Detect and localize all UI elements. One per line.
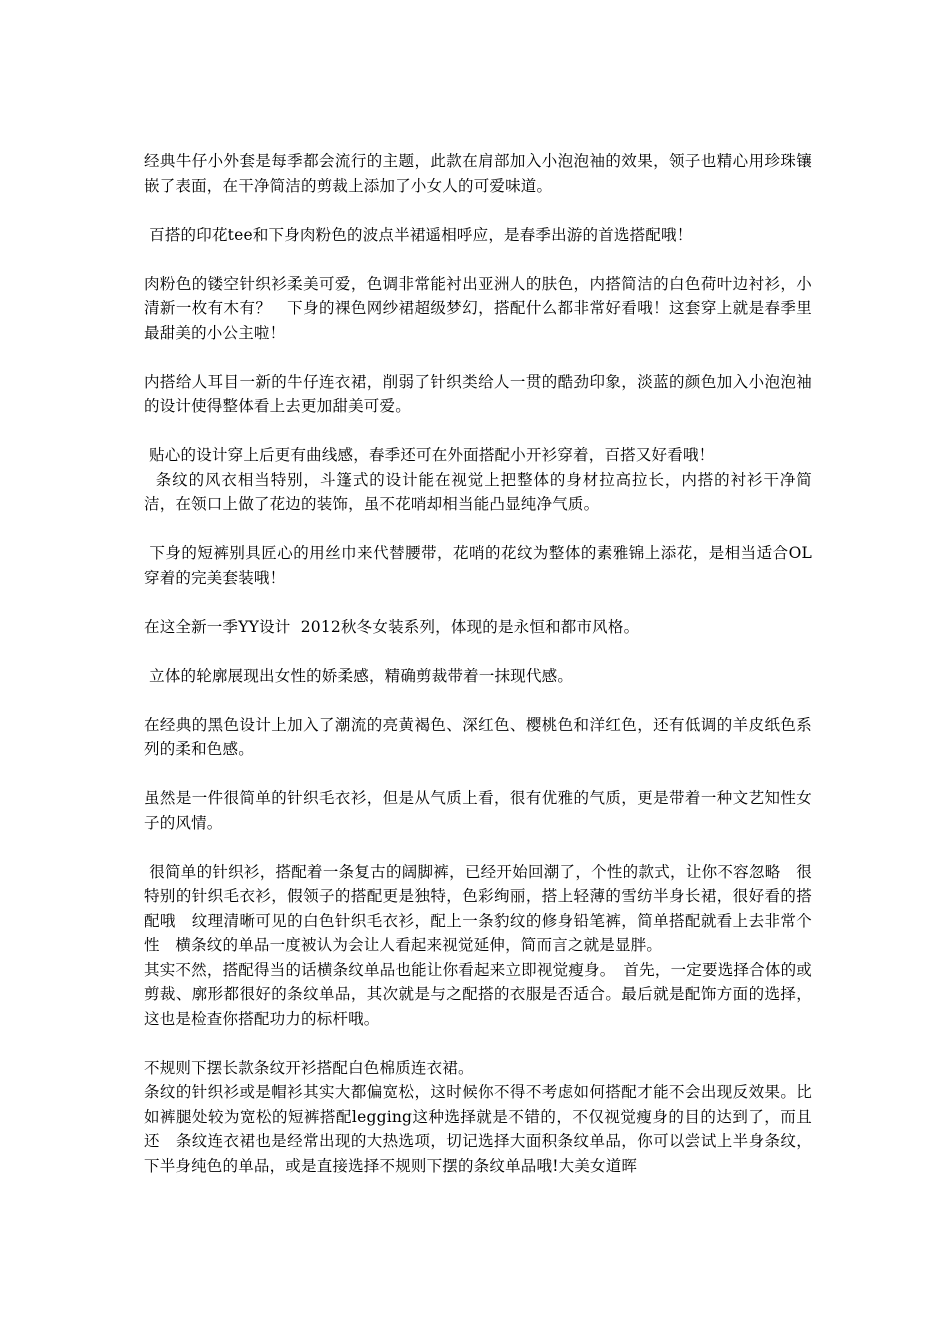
paragraph-styling-tips: 很简单的针织衫，搭配着一条复古的阔脚裤，已经开始回潮了，个性的款式，让你不容忽略 很特别的针织毛衣衫，假领子的搭配更是独特，色彩绚丽，搭上轻薄的雪纺半身长裙，很好看的搭配哦 纹理清晰可见的白色针织毛衣衫，配上一条豹纹的修身铅笔裤，简单搭配就看上去非常个性 横条纹的单品一度被认为会让人看起来视觉延伸，简而言之就是显胖。 — [144, 862, 812, 954]
document-body — [144, 149, 812, 1178]
paragraph-denim-dress: 内搭给人耳目一新的牛仔连衣裙，削弱了针织类给人一贯的酷劲印象，淡蓝的颜色加入小泡泡袖的设计使得整体看上去更加甜美可爱。 — [144, 372, 812, 415]
paragraph-color-palette: 在经典的黑色设计上加入了潮流的亮黄褐色、深红色、樱桃色和洋红色，还有低调的羊皮纸色系列的柔和色感。 — [144, 715, 812, 758]
paragraph-silhouette: 立体的轮廓展现出女性的娇柔感，精确剪裁带着一抹现代感。 — [144, 666, 574, 685]
paragraph-print-tee: 百搭的印花tee和下身肉粉色的波点半裙遥相呼应，是春季出游的首选搭配哦！ — [144, 225, 693, 244]
paragraph-striped-knit: 条纹的针织衫或是帽衫其实大都偏宽松，这时候你不得不考虑如何搭配才能不会出现反效果。比如裤腿处较为宽松的短裤搭配legging这种选择就是不错的，不仅视觉瘦身的目的达到了，而且还 条纹连衣裙也是经常出现的大热选项，切记选择大面积条纹单品，你可以尝试上半身条纹，下半身纯色的单品，或是直接选择不规则下摆的条纹单品哦!大美女道晖 — [144, 1083, 812, 1175]
paragraph-horizontal-stripes: 其实不然，搭配得当的话横条纹单品也能让你看起来立即视觉瘦身。 首先，一定要选择合体的或剪裁、廓形都很好的条纹单品，其次就是与之配搭的衣服是否适合。最后就是配饰方面的选择，这也是检查你搭配功力的标杆哦。 — [144, 960, 812, 1028]
paragraph-scarf-shorts: 下身的短裤别具匠心的用丝巾来代替腰带，花哨的花纹为整体的素雅锦上添花，是相当适合OL穿着的完美套装哦！ — [144, 544, 812, 587]
paragraph-irregular-hem: 不规则下摆长款条纹开衫搭配白色棉质连衣裙。 — [144, 1058, 474, 1077]
paragraph-knit-sweater: 虽然是一件很简单的针织毛衣衫，但是从气质上看，很有优雅的气质，更是带着一种文艺知性女子的风情。 — [144, 789, 812, 832]
paragraph-striped-trench: 条纹的风衣相当特别，斗篷式的设计能在视觉上把整体的身材拉高拉长，内搭的衬衫干净简洁，在领口上做了花边的装饰，虽不花哨却相当能凸显纯净气质。 — [144, 470, 812, 513]
paragraph-knit-cardigan: 肉粉色的镂空针织衫柔美可爱，色调非常能衬出亚洲人的肤色，内搭简洁的白色荷叶边衬衫，小清新一枚有木有？ 下身的裸色网纱裙超级梦幻，搭配什么都非常好看哦！这套穿上就是春季里最甜美的小公主啦！ — [144, 274, 812, 342]
paragraph-yy-collection: 在这全新一季YY设计 2012秋冬女装系列，体现的是永恒和都市风格。 — [144, 617, 640, 636]
paragraph-curve-design: 贴心的设计穿上后更有曲线感，春季还可在外面搭配小开衫穿着，百搭又好看哦！ — [144, 446, 715, 464]
paragraph-denim-jacket: 经典牛仔小外套是每季都会流行的主题，此款在肩部加入小泡泡袖的效果，领子也精心用珍珠镶嵌了表面，在干净简洁的剪裁上添加了小女人的可爱味道。 — [144, 152, 812, 195]
